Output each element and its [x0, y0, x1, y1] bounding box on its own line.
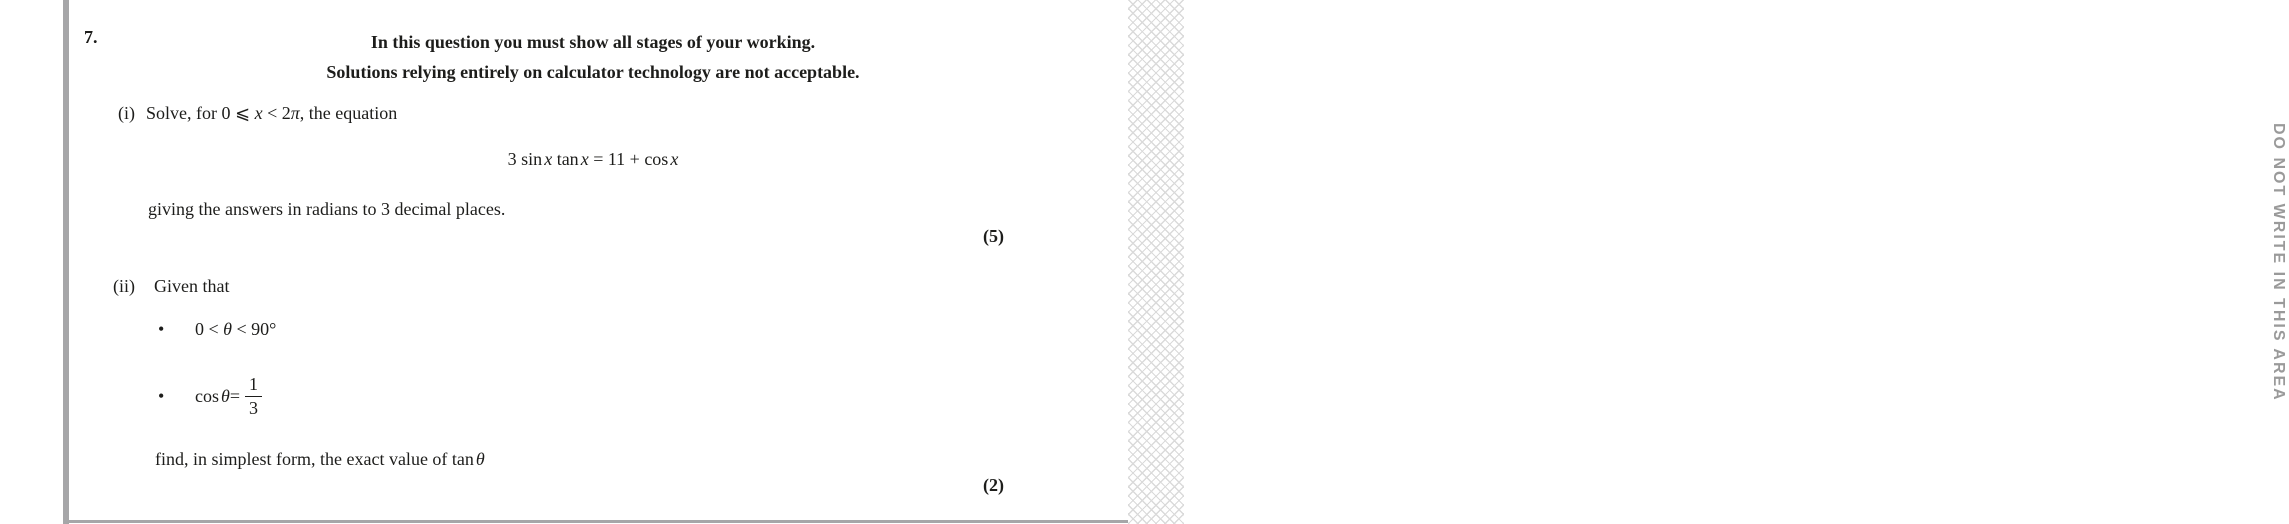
instruction-line-2: Solutions relying entirely on calculator technology are not acceptable.	[326, 62, 860, 82]
range-zero: 0	[221, 103, 235, 123]
part-i-lead: Solve, for	[146, 103, 222, 123]
question-instructions	[70, 27, 1116, 87]
cond2-cos: cos	[195, 385, 219, 406]
cond2-theta: θ	[221, 385, 230, 406]
eq-var-x3: x	[670, 149, 679, 169]
eq-term-1: 3 sin	[507, 149, 543, 169]
part-ii-condition-1	[158, 319, 276, 340]
eq-term-3: = 11 + cos	[588, 149, 669, 169]
part-i-statement	[118, 103, 397, 124]
do-not-write-label: DO NOT WRITE IN THIS AREA	[2270, 122, 2287, 402]
part-ii-lead: Given that	[154, 276, 230, 296]
cond1-post: < 90°	[232, 319, 277, 339]
outro-text: find, in simplest form, the exact value of tan	[155, 449, 474, 469]
range-pi: π	[290, 103, 300, 123]
part-i-label: (i)	[118, 103, 135, 123]
do-not-write-strip	[2267, 0, 2289, 524]
instruction-line-1: In this question you must show all stages of your working.	[370, 32, 816, 52]
eq-var-x1: x	[544, 149, 553, 169]
do-not-write-hatch-band	[1128, 0, 2287, 524]
part-i-equation	[70, 149, 1116, 170]
cond2-equals: =	[229, 385, 240, 406]
bullet-icon: •	[158, 319, 165, 339]
part-i-lead-end: , the equation	[299, 103, 398, 123]
fraction-numerator: 1	[245, 374, 262, 397]
cond1-theta: θ	[223, 319, 232, 339]
bullet-icon: •	[158, 385, 165, 406]
outro-theta: θ	[475, 449, 485, 469]
part-i-marks: (5)	[983, 226, 1004, 246]
bottom-rule	[63, 520, 1132, 523]
part-ii-marks: (2)	[983, 475, 1004, 495]
part-ii-outro	[155, 449, 485, 470]
part-ii-label: (ii)	[113, 276, 135, 296]
fraction-denominator: 3	[249, 397, 258, 418]
range-variable-x: x	[254, 103, 263, 123]
left-margin-rule	[63, 0, 69, 524]
part-ii-condition-2	[158, 363, 262, 429]
eq-var-x2: x	[580, 149, 589, 169]
fraction-one-third	[245, 374, 262, 418]
eq-term-2: tan	[552, 149, 579, 169]
leq-symbol: ⩽	[235, 103, 251, 123]
cond1-pre: 0 <	[195, 319, 224, 339]
part-ii-statement	[113, 276, 229, 297]
part-i-outro: giving the answers in radians to 3 decimal places.	[148, 199, 506, 219]
question-number: 7.	[84, 27, 98, 47]
range-mid: < 2	[262, 103, 291, 123]
